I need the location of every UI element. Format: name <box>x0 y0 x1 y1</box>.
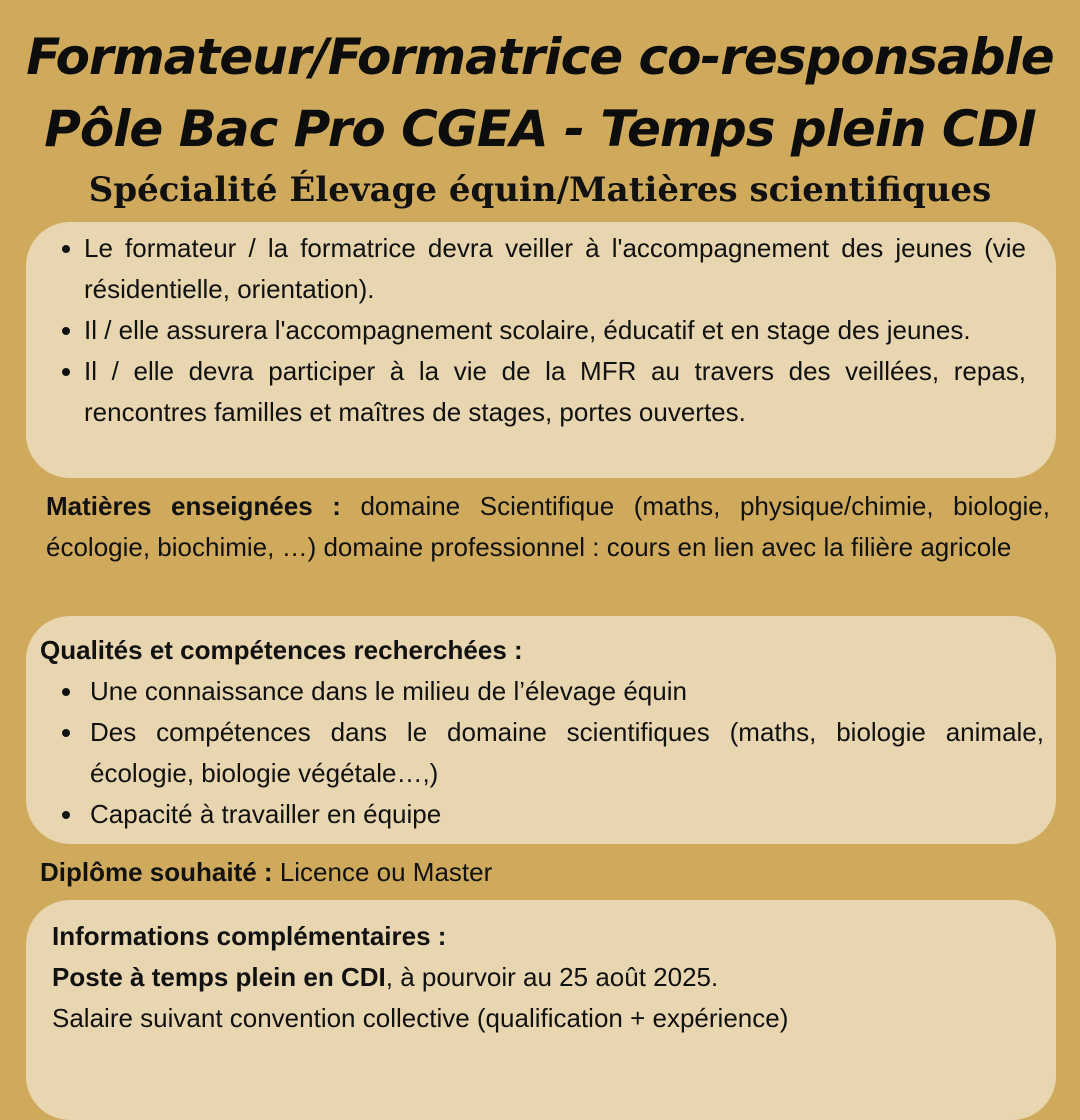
info-heading: Informations complémentaires : <box>52 921 447 951</box>
missions-item: Il / elle devra participer à la vie de la MFR au travers des veillées, repas, rencontres familles et maîtres de stages, portes ouvertes. <box>26 351 1056 433</box>
subjects-section <box>46 486 1050 568</box>
info-contract-rest: , à pourvoir au 25 août 2025. <box>385 962 719 992</box>
diploma-label: Diplôme souhaité : <box>40 857 273 887</box>
missions-item: Le formateur / la formatrice devra veiller à l'accompagnement des jeunes (vie résidentielle, orientation). <box>26 228 1056 310</box>
qualities-panel <box>26 616 1056 844</box>
info-contract-line <box>52 957 1030 998</box>
qualities-item: Une connaissance dans le milieu de l’élevage équin <box>26 671 1056 712</box>
diploma-section <box>40 852 1040 893</box>
page-title-line-1: Formateur/Formatrice co-responsable <box>26 28 1054 86</box>
missions-item: Il / elle assurera l'accompagnement scolaire, éducatif et en stage des jeunes. <box>26 310 1056 351</box>
subjects-label: Matières enseignées : <box>46 491 341 521</box>
diploma-value: Licence ou Master <box>279 857 493 887</box>
info-salary-line: Salaire suivant convention collective (qualification + expérience) <box>52 1003 789 1033</box>
qualities-list <box>26 671 1056 835</box>
qualities-item: Capacité à travailler en équipe <box>26 794 1056 835</box>
page-title-line-2: Pôle Bac Pro CGEA - Temps plein CDI <box>44 100 1036 158</box>
missions-list <box>26 228 1056 433</box>
qualities-item: Des compétences dans le domaine scientifiques (maths, biologie animale, écologie, biologie végétale…,) <box>26 712 1056 794</box>
subjects-text: domaine Scientifique (maths, physique/chimie, biologie, écologie, biochimie, …) domaine professionnel : cours en lien avec la filière agricole <box>46 491 1050 562</box>
info-panel <box>26 900 1056 1120</box>
qualities-heading: Qualités et compétences recherchées : <box>40 635 523 665</box>
page-subtitle: Spécialité Élevage équin/Matières scientifiques <box>88 170 992 210</box>
missions-panel <box>26 222 1056 478</box>
info-contract-bold: Poste à temps plein en CDI <box>52 962 386 992</box>
